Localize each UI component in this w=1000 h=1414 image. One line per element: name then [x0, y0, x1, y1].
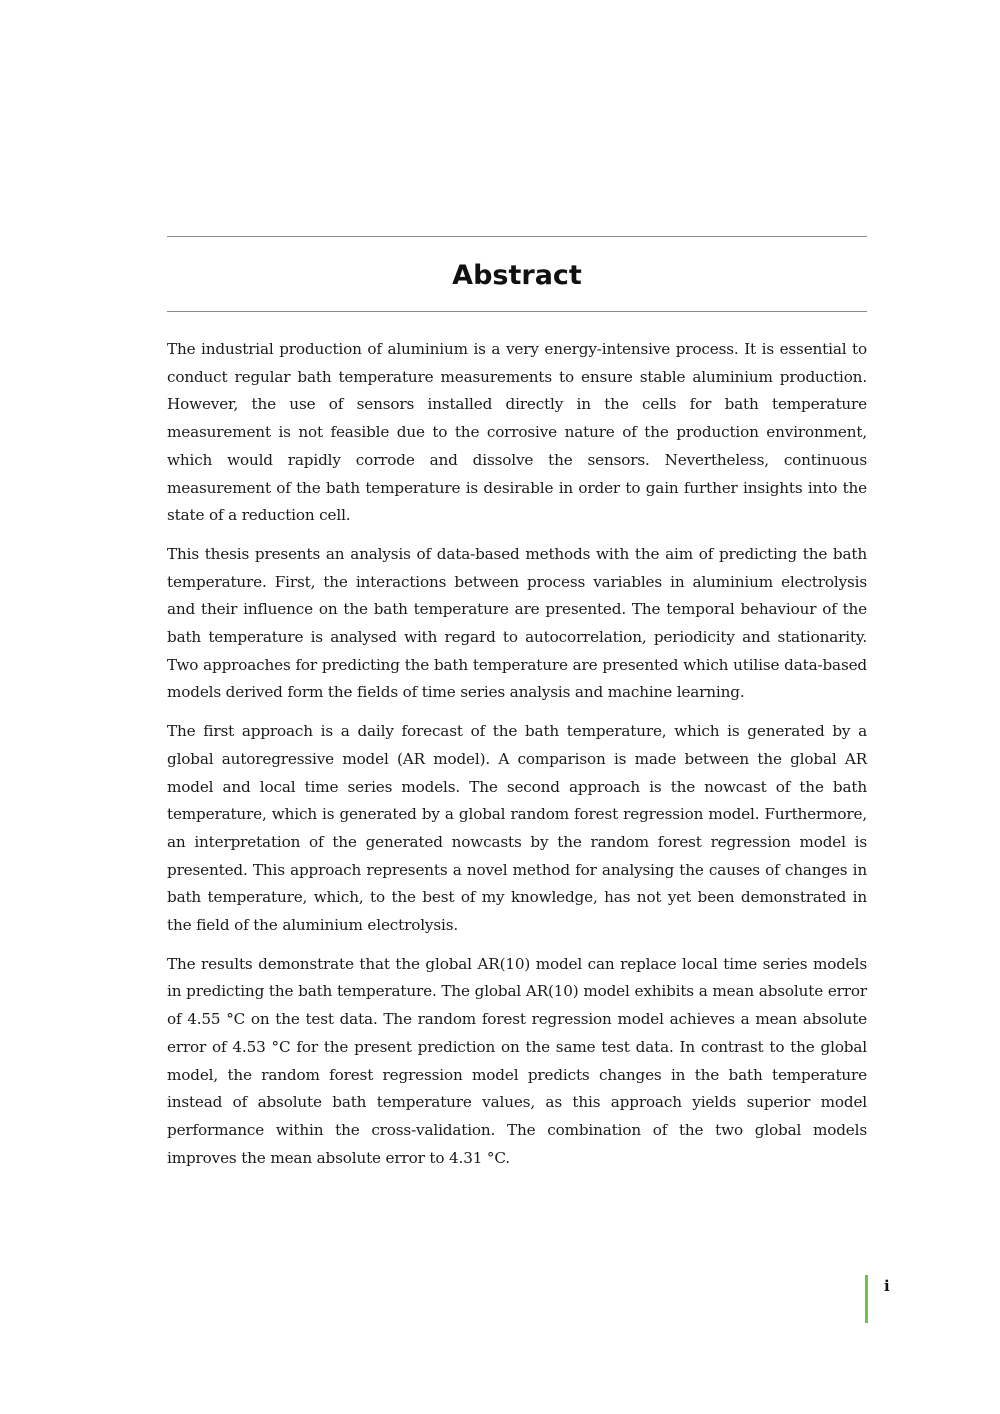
page-title: Abstract	[452, 260, 582, 291]
abstract-paragraph-2: This thesis presents an analysis of data-based methods with the aim of predicting the bath temperature. First, the interactions between process variables in aluminium electrolysis and their influence on the bath temperature are presented. The temporal behaviour of the bath temperature is analysed with regard to autocorrelation, periodicity and stationarity. Two approaches for predicting the bath temperature are presented which utilise data-based models derived form the fields of time series analysis and machine learning.	[167, 544, 867, 702]
title-top-rule	[167, 236, 867, 237]
abstract-body	[167, 336, 867, 1183]
title-bottom-rule	[167, 311, 867, 312]
abstract-paragraph-3: The first approach is a daily forecast of the bath temperature, which is generated by a global autoregressive model (AR model). A comparison is made between the global AR model and local time series models. The second approach is the nowcast of the bath temperature, which is generated by a global random forest regression model. Furthermore, an interpretation of the generated nowcasts by the random forest regression model is presented. This approach represents a novel method for analysing the causes of changes in bath temperature, which, to the best of my knowledge, has not yet been demonstrated in the field of the aluminium electrolysis.	[167, 722, 867, 935]
page-marker-bar	[865, 1275, 868, 1323]
abstract-paragraph-4: The results demonstrate that the global AR(10) model can replace local time series models in predicting the bath temperature. The global AR(10) model exhibits a mean absolute error of 4.55 °C on the test data. The random forest regression model achieves a mean absolute error of 4.53 °C for the present prediction on the same test data. In contrast to the global model, the random forest regression model predicts changes in the bath temperature instead of absolute bath temperature values, as this approach yields superior model performance within the cross-validation. The combination of the two global models improves the mean absolute error to 4.31 °C.	[167, 954, 867, 1167]
abstract-paragraph-1: The industrial production of aluminium is a very energy-intensive process. It is essential to conduct regular bath temperature measurements to ensure stable aluminium production. However, the use of sensors installed directly in the cells for bath temperature measurement is not feasible due to the corrosive nature of the production environment, which would rapidly corrode and dissolve the sensors. Nevertheless, continuous measurement of the bath temperature is desirable in order to gain further insights into the state of a reduction cell.	[167, 340, 867, 525]
page-number: i	[884, 1277, 890, 1295]
